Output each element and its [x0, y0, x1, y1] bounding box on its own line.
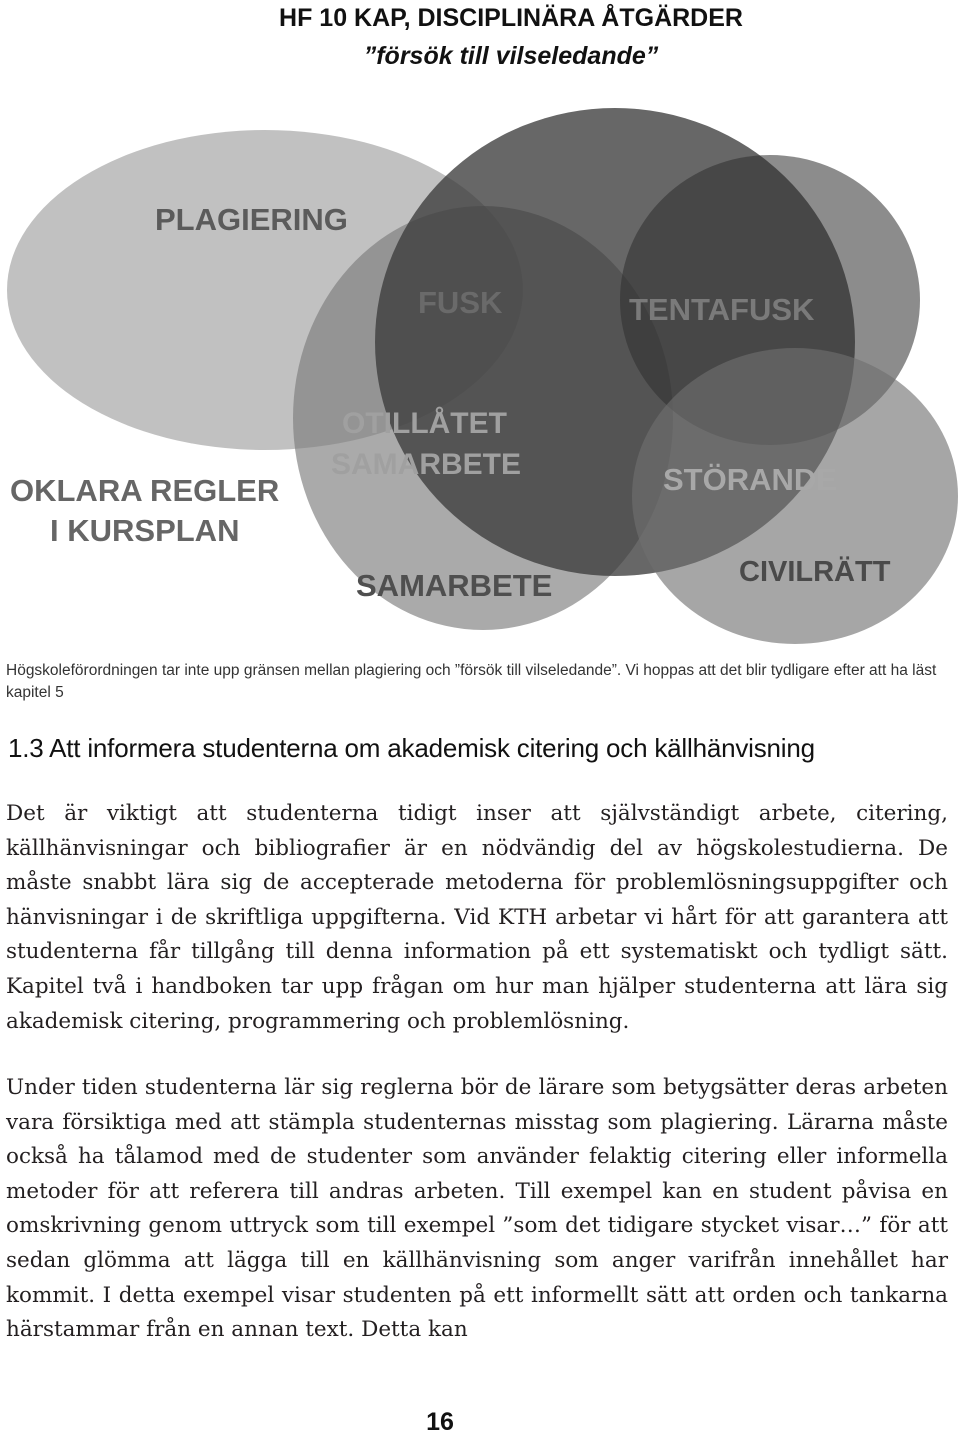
label-otillatet-line1: OTILLÅTET: [342, 407, 507, 440]
label-samarbete: SAMARBETE: [356, 568, 553, 603]
page-subtitle: ”försök till vilseledande”: [363, 42, 659, 70]
label-fusk: FUSK: [418, 285, 503, 320]
label-plagiering: PLAGIERING: [155, 202, 348, 237]
body-paragraph-1: Det är viktigt att studenterna tidigt inser att självständigt arbete, citering, källhänvisningar och bibliografier är en nödvändig del av högskolestudierna. De måste snabbt lära sig de accepterade metoderna för problemlösningsuppgifter och hänvisningar i de skriftliga uppgifterna. Vid KTH arbetar vi hårt för att garantera att studenterna får tillgång till denna information på ett systematiskt och tydligt sätt. Kapitel två i handboken tar upp frågan om hur man hjälper studenterna att lära sig akademisk citering, programmering och problemlösning.: [6, 801, 948, 1034]
label-civilratt: CIVILRÄTT: [739, 556, 891, 588]
body-paragraph-2: Under tiden studenterna lär sig reglerna bör de lärare som betygsätter deras arbeten vara försiktiga med att stämpla studenternas misstag som plagiering. Lärarna måste också ha tålamod med de studenter som använder felaktig citering eller informella metoder för att referera till andras arbeten. Till exempel kan en student påvisa en omskrivning genom uttryck som till exempel ”som det tidigare stycket visar…” för att sedan glömma att lägga till en källhänvisning som anger varifrån innehållet har kommit. I detta exempel visar studenten på ett informellt sätt att orden och tankarna härstammar från en annan text. Detta kan: [6, 1075, 948, 1343]
section-heading: 1.3 Att informera studenterna om akademisk citering och källhänvisning: [8, 733, 815, 763]
label-oklara-line1: OKLARA REGLER: [10, 473, 280, 508]
label-oklara-line2: I KURSPLAN: [50, 513, 240, 548]
venn-diagram: [0, 90, 960, 650]
label-storande: STÖRANDE: [663, 462, 837, 497]
label-tentafusk: TENTAFUSK: [629, 292, 815, 327]
label-otillatet-line2: SAMARBETE: [331, 448, 522, 481]
page-number: 16: [426, 1408, 454, 1436]
page-title: HF 10 KAP, DISCIPLINÄRA ÅTGÄRDER: [279, 4, 743, 32]
figure-caption: Högskoleförordningen tar inte upp gränsen mellan plagiering och ”försök till vilseledande”. Vi hoppas att det blir tydligare efter att ha läst kapitel 5: [6, 662, 937, 701]
